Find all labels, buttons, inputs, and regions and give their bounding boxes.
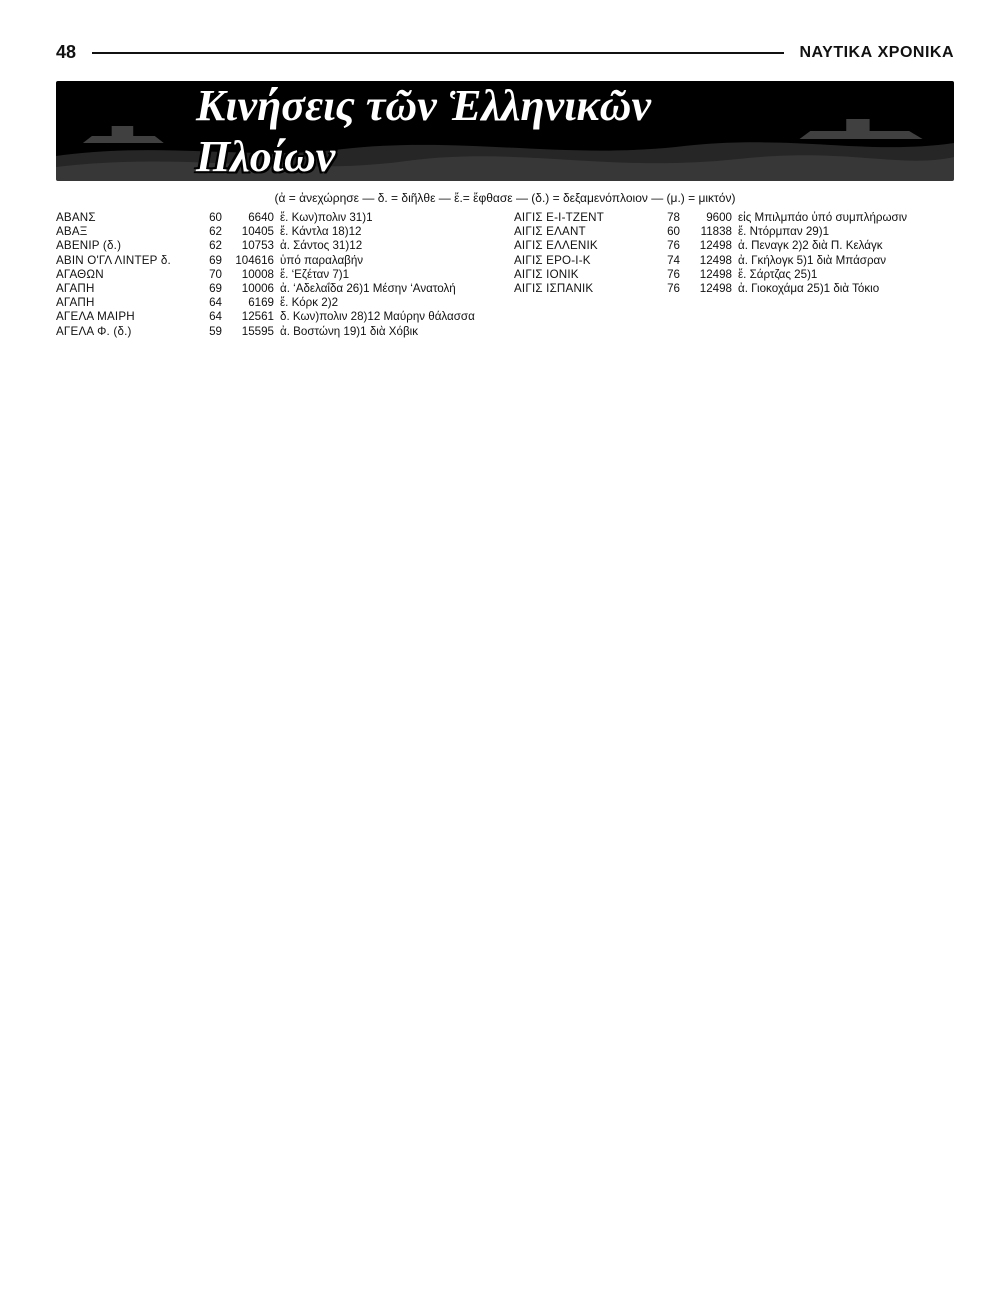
ship-name: ΑΒΑΞ [56,225,88,239]
ship-year: 62 [209,225,222,239]
ship-year: 60 [209,211,222,224]
ship-tonnage: 10753 [241,239,274,253]
ship-movement: ἀ. Πεναγκ 2)2 διὰ Π. Κελάγκ [738,239,883,253]
list-row [514,225,954,239]
ship-movement: ἀ. Βοστώνη 19)1 διὰ Χόβικ [280,324,419,338]
left-column [56,211,496,339]
publication-title: ΝΑΥΤΙΚΑ ΧΡΟΝΙΚΑ [799,43,954,61]
ship-tonnage: 12498 [699,267,732,281]
ship-movement: ἔ. Κάντλα 18)12 [280,225,362,239]
ship-year: 69 [209,253,222,267]
ship-movement: ἔ. Κόρκ 2)2 [280,296,339,310]
banner-title: Κινήσεις τῶν Ἑλληνικῶν Πλοίων [196,81,651,181]
ship-year: 76 [667,267,680,281]
ship-tonnage: 9600 [706,211,732,224]
page-header [56,42,954,63]
ship-tonnage: 12498 [699,239,732,253]
ship-name: ΑΙΓΙΣ ΕΡΟ-Ι-Κ [514,253,591,267]
ship-name: ΑΙΓΙΣ Ε-Ι-ΤΖΕΝΤ [514,211,604,224]
legend: (ἀ = ἀνεχώρησε — δ. = διῆλθε — ἔ.= ἔφθασε — (δ.) = δεξαμενόπλοιον — (μ.) = μικτόν) [274,191,736,205]
ship-movement: ἀ. Γιοκοχάμα 25)1 διὰ Τόκιο [738,282,880,296]
ship-name: ΑΙΓΙΣ ΕΛΛΕΝΙΚ [514,239,598,253]
ship-year: 76 [667,282,680,296]
page-number: 48 [56,42,77,62]
list-row [56,268,496,282]
ship-name: ΑΓΕΛΑ ΜΑΙΡΗ [56,310,135,324]
ship-tonnage: 11838 [700,225,732,239]
header-rule [92,52,783,54]
ship-tonnage: 104616 [235,253,274,267]
ship-year: 74 [667,253,680,267]
right-column [514,211,954,339]
ship-tonnage: 10008 [241,267,274,281]
two-column-list [56,211,954,339]
ship-movement: ἔ. ‘Εζέταν 7)1 [280,267,350,281]
list-row [56,296,496,310]
ship-movement: ἔ. Σάρτζας 25)1 [738,267,818,281]
ship-year: 62 [209,239,222,253]
ship-name: ΑΓΑΠΗ [56,282,95,296]
ship-name: ΑΒΙΝ Ο'ΓΛ ΛΙΝΤΕΡ δ. [56,253,171,267]
ship-name: ΑΒΑΝΣ [56,211,96,224]
ship-name: ΑΓΑΘΩΝ [56,267,104,281]
ship-movement: ἔ. Κων)πολιν 31)1 [280,211,373,224]
ship-year: 60 [667,225,680,239]
list-row [514,282,954,296]
ship-movement: ἀ. Γκήλογκ 5)1 διὰ Μπάσραν [738,253,887,267]
ship-name: ΑΙΓΙΣ ΙΣΠΑΝΙΚ [514,282,594,296]
ship-year: 78 [667,211,680,224]
ship-tonnage: 15595 [241,324,274,338]
ship-tonnage: 10405 [241,225,274,239]
ship-movement: εἰς Μπιλμπάο ὑπό συμπλήρωσιν [738,211,908,224]
ship-movement: δ. Κων)πολιν 28)12 Μαύρην θάλασσα [280,310,475,324]
ship-tonnage: 12498 [699,253,732,267]
list-row [514,239,954,253]
list-row [514,254,954,268]
ship-tonnage: 12561 [241,310,274,324]
ship-name: ΑΙΓΙΣ ΕΛΑΝΤ [514,225,586,239]
banner [56,81,954,181]
ship-tonnage: 6640 [248,211,274,224]
list-row [56,282,496,296]
list-row [514,268,954,282]
ship-year: 59 [209,324,222,338]
ship-name: ΑΒΕΝΙΡ (δ.) [56,239,122,253]
list-row [56,239,496,253]
list-row [56,325,496,339]
ship-movement: ἀ. Σάντος 31)12 [280,239,363,253]
ship-movement: ἀ. ‘Αδελαΐδα 26)1 Μέσην ‘Ανατολή [280,282,456,296]
ship-name: ΑΓΑΠΗ [56,296,95,310]
ship-tonnage: 12498 [699,282,732,296]
ship-year: 64 [209,296,222,310]
ship-year: 69 [209,282,222,296]
ship-name: ΑΙΓΙΣ ΙΟΝΙΚ [514,267,579,281]
ship-movement: ὑπό παραλαβήν [280,253,364,267]
ship-name: ΑΓΕΛΑ Φ. (δ.) [56,324,132,338]
ship-year: 64 [209,310,222,324]
list-row [56,211,496,225]
list-row [56,310,496,324]
ship-tonnage: 10006 [241,282,274,296]
ship-tonnage: 6169 [248,296,274,310]
list-row [56,254,496,268]
ship-year: 70 [209,267,222,281]
list-row [514,211,954,225]
list-row [56,225,496,239]
ship-movement: ἔ. Ντόρμπαν 29)1 [738,225,830,239]
ship-year: 76 [667,239,680,253]
